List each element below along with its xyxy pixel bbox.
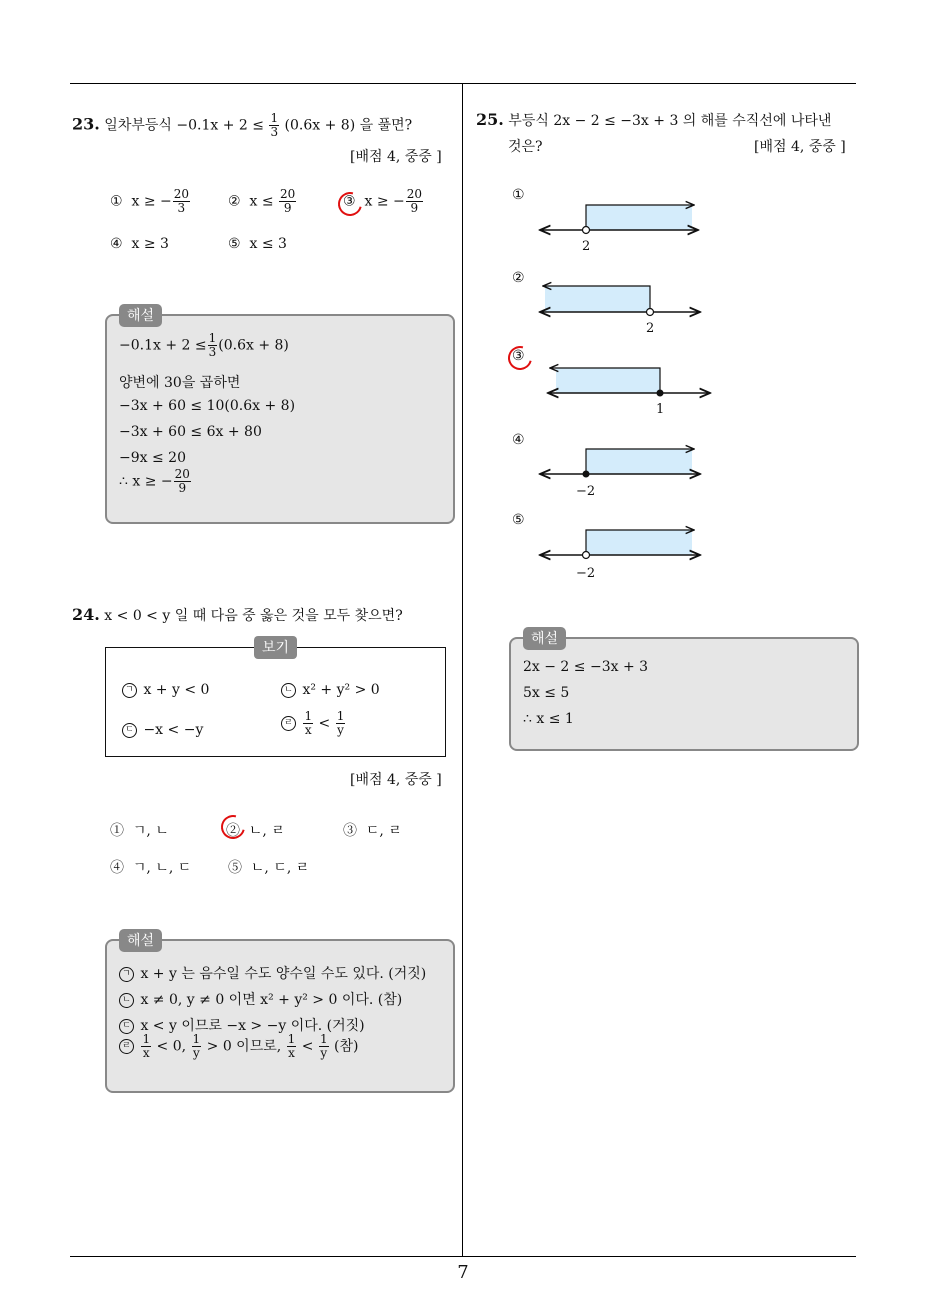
q24-solution-line-3: ㄷ x < y 이므로 −x > −y 이다. (거짓): [119, 1015, 365, 1035]
q24-solution-line-2: ㄴ x ≠ 0, y ≠ 0 이면 x² + y² > 0 이다. (참): [119, 989, 402, 1009]
q25-solution-box: [509, 631, 859, 751]
q25-answer-mark: [504, 342, 537, 375]
q24-bogi-d: ㄹ $\frac{1}{x}$ < $\frac{1}{y}$: [281, 710, 346, 737]
q24-solution-line-4: ㄹ $\frac{1}{x}$ < 0, $\frac{1}{y}$ > 0 이므로, $\frac{1}{x}$ < $\frac{1}{y}$ (참): [119, 1033, 358, 1060]
q24-solution-tag: 해설: [119, 929, 162, 952]
q23-solution-line-6: ∴ x ≥ − $\frac{20}{9}$: [119, 467, 190, 495]
q24-number: 24.: [72, 605, 100, 624]
q25-option-5-mark[interactable]: ⑤: [512, 512, 525, 528]
column-divider: [462, 83, 463, 1257]
q23-fraction: $\frac{1}{3}$: [270, 111, 279, 139]
q24-option-4[interactable]: ④ ㄱ, ㄴ, ㄷ: [110, 860, 192, 876]
q25-line-2-label: 2: [646, 321, 655, 336]
q25-line-4: [540, 449, 700, 499]
q24-solution-line-1: ㄱ x + y 는 음수일 수도 양수일 수도 있다. (거짓): [119, 963, 426, 983]
q23-option-1[interactable]: ① x ≥ − $\frac{20}{3}$: [110, 187, 190, 215]
q25-solution-tag: 해설: [523, 627, 566, 650]
q24-option-3[interactable]: ③ ㄷ, ㄹ: [343, 823, 402, 839]
q25-option-4-mark[interactable]: ④: [512, 432, 525, 448]
q23-solution-box: [105, 308, 455, 524]
q25-option-2-mark[interactable]: ②: [512, 270, 525, 286]
q25-line-1-label: 2: [582, 239, 591, 254]
q25-text-b: 것은?: [508, 139, 543, 155]
q23-option-4[interactable]: ④ x ≥ 3: [110, 236, 169, 252]
q24-bogi-box: [105, 640, 446, 757]
q24-bogi-c: ㄷ −x < −y: [122, 722, 203, 738]
q24-option-1[interactable]: ① ㄱ, ㄴ: [110, 823, 169, 839]
q25-line-1: [540, 205, 698, 254]
q23-number: 23.: [72, 114, 100, 134]
q25-meta: [배점 4, 중중 ]: [754, 139, 846, 155]
q25-line-2: [540, 286, 700, 336]
q25-option-3-mark[interactable]: ③: [512, 348, 525, 364]
top-rule: [70, 83, 856, 84]
q25-line-4-label: −2: [576, 484, 596, 499]
q24-bogi-tag: 보기: [254, 636, 297, 659]
q24-bogi-b: ㄴ x² + y² > 0: [281, 682, 380, 698]
q24-option-2[interactable]: ② ㄴ, ㄹ: [226, 823, 285, 839]
q23-option-2[interactable]: ② x ≤ $\frac{20}{9}$: [228, 187, 296, 215]
q25-option-1-mark[interactable]: ①: [512, 187, 525, 203]
q25-line-5-label: −2: [576, 566, 596, 581]
q23-meta: [배점 4, 중중 ]: [350, 149, 442, 165]
q23-solution-tag: 해설: [119, 304, 162, 327]
q23-text-b: (0.6x + 8) 을 풀면?: [284, 117, 413, 134]
q25-line-3: [548, 368, 710, 417]
q25-solution-line-1: 2x − 2 ≤ −3x + 3: [523, 659, 649, 675]
q24-solution-box: [105, 933, 455, 1093]
page-number: 7: [457, 1262, 469, 1283]
q25-prompt: [476, 110, 831, 130]
q23-option-3[interactable]: ③ x ≥ − $\frac{20}{9}$: [343, 187, 423, 215]
bottom-rule: [70, 1256, 856, 1257]
q23-solution-line-1: −0.1x + 2 ≤ $\frac{1}{3}$ (0.6x + 8): [119, 331, 289, 359]
q25-number: 25.: [476, 110, 504, 129]
q25-line-5: [540, 530, 700, 581]
q23-solution-line-5: −9x ≤ 20: [119, 450, 186, 466]
q23-solution-line-2: 양변에 30을 곱하면: [119, 375, 241, 391]
q24-text: x < 0 < y 일 때 다음 중 옳은 것을 모두 찾으면?: [104, 608, 403, 624]
q25-text-a: 부등식 2x − 2 ≤ −3x + 3 의 해를 수직선에 나타낸: [508, 113, 832, 129]
q23-text-a: 일차부등식 −0.1x + 2 ≤: [104, 117, 264, 134]
q24-meta: [배점 4, 중중 ]: [350, 772, 442, 788]
q23-solution-line-3: −3x + 60 ≤ 10(0.6x + 8): [119, 398, 296, 414]
q23-prompt: [72, 112, 412, 139]
q25-line-3-label: 1: [656, 402, 665, 417]
q23-solution-line-4: −3x + 60 ≤ 6x + 80: [119, 424, 262, 440]
q25-solution-line-2: 5x ≤ 5: [523, 685, 570, 701]
q23-option-5[interactable]: ⑤ x ≤ 3: [228, 236, 287, 252]
q24-bogi-a: ㄱ x + y < 0: [122, 682, 209, 698]
q25-solution-line-3: ∴ x ≤ 1: [523, 711, 574, 727]
q24-option-5[interactable]: ⑤ ㄴ, ㄷ, ㄹ: [228, 860, 310, 876]
q24-prompt: [72, 605, 403, 625]
